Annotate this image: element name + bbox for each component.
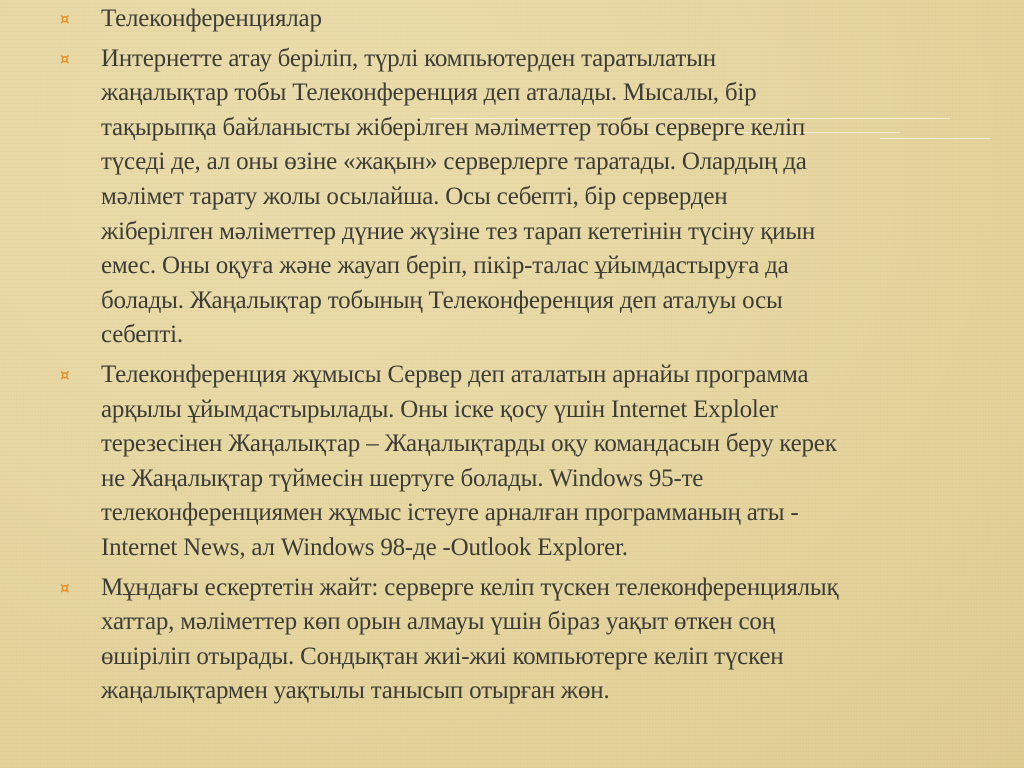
bullet-line: не Жаңалықтар түймесін шертуге болады. Windows 95-те (101, 464, 704, 492)
bullet-item (60, 42, 970, 353)
bullet-line: тақырыпқа байланысты жіберілген мәліметтер тобы серверге келіп (101, 113, 806, 141)
bullet-line: жіберілген мәліметтер дүние жүзіне тез тарап кететінін түсіну қиын (101, 217, 816, 245)
bullet-list (60, 2, 970, 714)
bullet-line: өшіріліп отырады. Сондықтан жиі-жиі компьютерге келіп түскен (101, 642, 784, 670)
bullet-marker-icon: ¤ (60, 578, 70, 597)
bullet-marker-icon: ¤ (60, 49, 70, 68)
bullet-line: терезесінен Жаңалықтар – Жаңалықтарды оқу командасын беру керек (101, 430, 837, 458)
bullet-line: мәлімет тарату жолы осылайша. Осы себепті, бір серверден (101, 182, 728, 210)
bullet-marker-icon: ¤ (60, 10, 70, 28)
bullet-line: Телеконференция жұмысы Сервер деп аталатын арнайы программа (101, 360, 809, 388)
bullet-line: жаңалықтар тобы Телеконференция деп аталады. Мысалы, бір (101, 79, 757, 107)
bullet-line: емес. Оны оқуға және жауап беріп, пікір-талас ұйымдастыруға да (101, 252, 789, 280)
bullet-line: арқылы ұйымдастырылады. Оны іске қосу үшін Internet Exploler (101, 395, 778, 423)
bullet-line: түседі де, ал оны өзіне «жақын» серверлерге таратады. Олардың да (101, 148, 807, 176)
bullet-line: Интернетте атау беріліп, түрлі компьютерден таратылатын (101, 44, 716, 72)
bullet-line: жаңалықтармен уақтылы танысып отырған жөн. (101, 677, 610, 705)
bullet-line: болады. Жаңалықтар тобының Телеконференция деп аталуы осы (101, 286, 783, 314)
bullet-line: Internet News, ал Windows 98-де -Outlook Explorer. (101, 533, 628, 561)
bullet-item (60, 2, 970, 37)
bullet-line: себепті. (101, 321, 183, 349)
bullet-line: Мұндағы ескертетін жайт: серверге келіп түскен телеконференциялық (101, 573, 839, 601)
bullet-item (60, 571, 970, 709)
bullet-line: хаттар, мәліметтер көп орын алмауы үшін біраз уақыт өткен соң (101, 608, 775, 636)
bullet-marker-icon: ¤ (60, 365, 70, 384)
bullet-line: Телеконференциялар (101, 5, 322, 32)
bullet-line: телеконференциямен жұмыс істеуге арналған программаның аты - (101, 499, 799, 527)
bullet-item (60, 358, 970, 566)
